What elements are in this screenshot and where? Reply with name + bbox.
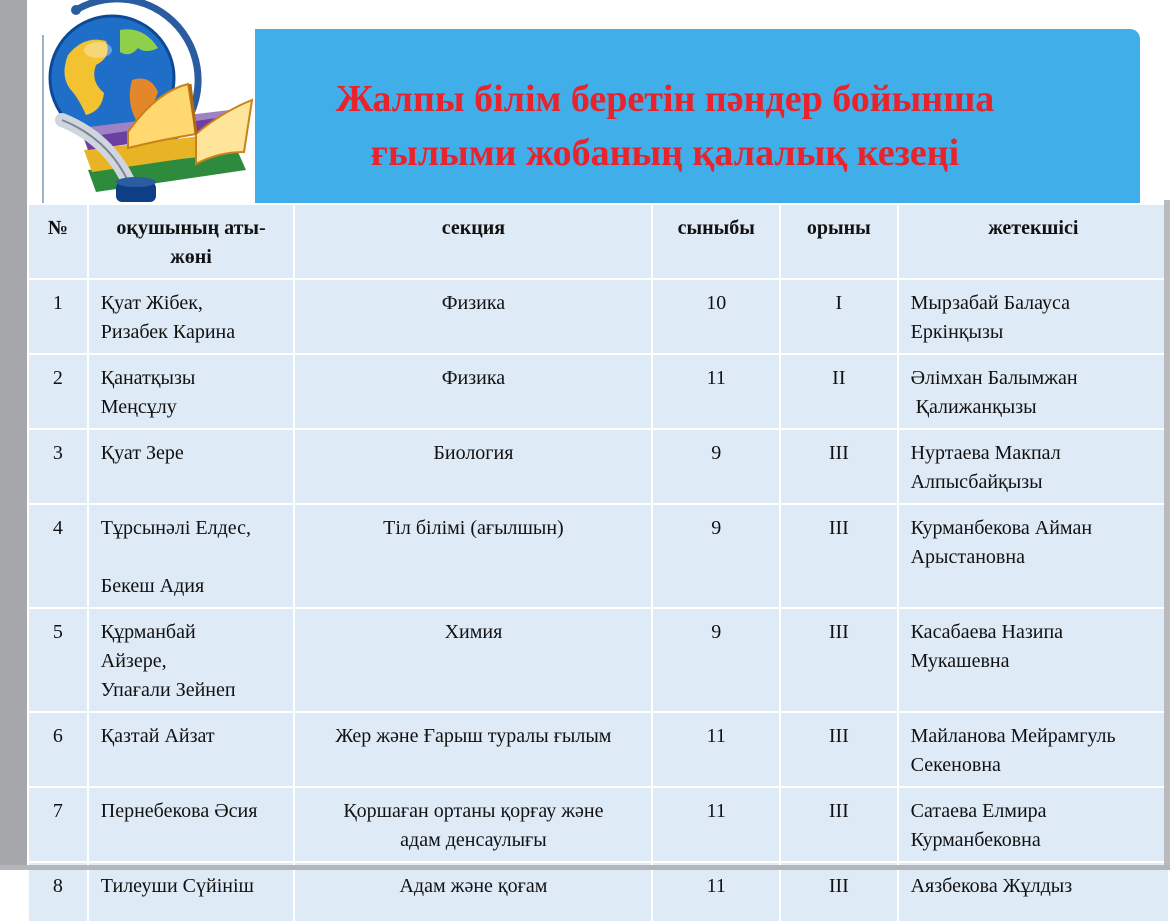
student-name-line: [101, 543, 282, 572]
globe-books-quill-icon: [40, 0, 255, 205]
table-row: [28, 354, 1169, 429]
row-number: 3: [28, 429, 88, 504]
student-name: [88, 354, 295, 429]
section-name: [294, 787, 652, 862]
student-name-line: Қанатқызы: [100, 367, 196, 389]
section-name: [294, 429, 652, 504]
supervisor-name: [898, 608, 1169, 712]
table-row: [28, 712, 1169, 787]
header-place: орыны: [780, 204, 898, 279]
section-name: [294, 862, 652, 922]
supervisor-name: [898, 504, 1169, 608]
supervisor-name-line: Сатаева Елмира: [910, 800, 1047, 822]
student-name-line: Қуат Жібек,: [100, 292, 203, 314]
student-name-line: Ризабек Карина: [100, 321, 236, 343]
table-row: [28, 608, 1169, 712]
table-header-row: [28, 204, 1169, 279]
supervisor-name: [898, 862, 1169, 922]
section-name-line: Биология: [433, 442, 514, 464]
student-name: [88, 429, 295, 504]
place-cell: III: [780, 504, 898, 608]
place-cell: II: [780, 354, 898, 429]
table-row: [28, 787, 1169, 862]
student-name: [88, 787, 295, 862]
table-row: [28, 279, 1169, 354]
table-row: [28, 862, 1169, 922]
row-number: 1: [28, 279, 88, 354]
section-name-line: Адам және қоғам: [399, 875, 548, 897]
student-name-line: Бекеш Адия: [100, 575, 205, 597]
slide-bottom-border: [0, 865, 1170, 870]
section-name-line: Химия: [444, 621, 503, 643]
section-name: [294, 712, 652, 787]
student-name: [88, 279, 295, 354]
place-cell: I: [780, 279, 898, 354]
grade-cell: 10: [652, 279, 780, 354]
supervisor-name: [898, 354, 1169, 429]
title-line-1: Жалпы білім беретін пәндер бойынша: [335, 78, 995, 120]
section-name-line: адам денсаулығы: [400, 829, 547, 851]
student-name: [88, 608, 295, 712]
header-student-line-1: оқушының аты-: [116, 217, 266, 239]
student-name-line: Қазтай Айзат: [100, 725, 215, 747]
section-name-line: Қоршаған ортаны қорғау және: [343, 800, 604, 822]
supervisor-name-line: Мырзабай Балауса: [910, 292, 1070, 314]
supervisor-name-line: Майланова Мейрамгуль: [910, 725, 1116, 747]
place-cell: III: [780, 712, 898, 787]
supervisor-name-line: Курманбекова Айман: [910, 517, 1093, 539]
supervisor-name-line: Касабаева Назипа: [910, 621, 1064, 643]
place-cell: III: [780, 787, 898, 862]
header-supervisor: жетекшісі: [898, 204, 1169, 279]
student-name: [88, 862, 295, 922]
supervisor-name-line: Арыстановна: [910, 546, 1025, 568]
grade-cell: 11: [652, 862, 780, 922]
supervisor-name-line: Еркінқызы: [910, 321, 1004, 343]
supervisor-name-line: Алпысбайқызы: [910, 471, 1043, 493]
student-name-line: Пернебекова Әсия: [100, 800, 258, 822]
grade-cell: 11: [652, 354, 780, 429]
place-cell: III: [780, 608, 898, 712]
student-name: [88, 504, 295, 608]
grade-cell: 11: [652, 787, 780, 862]
student-name: [88, 712, 295, 787]
header-section: секция: [294, 204, 652, 279]
place-cell: III: [780, 429, 898, 504]
table-body: [28, 279, 1169, 922]
header-student-line-2: жөні: [170, 246, 212, 268]
student-name-line: Құрманбай: [100, 621, 196, 643]
header-number: №: [28, 204, 88, 279]
supervisor-name-line: Әлімхан Балымжан: [910, 367, 1078, 389]
section-name: [294, 279, 652, 354]
header-grade: сыныбы: [652, 204, 780, 279]
row-number: 4: [28, 504, 88, 608]
student-name-line: Упағали Зейнеп: [100, 679, 236, 701]
grade-cell: 9: [652, 608, 780, 712]
section-name-line: Физика: [441, 367, 506, 389]
student-name-line: Тилеуши Сүйініш: [100, 875, 254, 897]
row-number: 8: [28, 862, 88, 922]
section-name: [294, 608, 652, 712]
table-row: [28, 429, 1169, 504]
row-number: 2: [28, 354, 88, 429]
row-number: 5: [28, 608, 88, 712]
supervisor-name: [898, 712, 1169, 787]
results-sheet: [27, 203, 1170, 897]
row-number: 6: [28, 712, 88, 787]
supervisor-name-line: Нуртаева Макпал: [910, 442, 1061, 464]
supervisor-name-line: Секеновна: [910, 754, 1001, 776]
supervisor-name-line: Мукашевна: [910, 650, 1010, 672]
results-table: [27, 203, 1170, 923]
student-name-line: Қуат Зере: [100, 442, 184, 464]
supervisor-name-line: Курманбековна: [910, 829, 1041, 851]
slide-title: [240, 72, 1090, 180]
section-name-line: Физика: [441, 292, 506, 314]
header-student-name: [88, 204, 295, 279]
slide-right-border: [1164, 200, 1170, 870]
grade-cell: 9: [652, 504, 780, 608]
section-name: [294, 354, 652, 429]
supervisor-name: [898, 279, 1169, 354]
section-name-line: Тіл білімі (ағылшын): [383, 517, 564, 539]
section-name: [294, 504, 652, 608]
supervisor-name-line: Аязбекова Жұлдыз: [910, 875, 1073, 897]
place-cell: III: [780, 862, 898, 922]
student-name-line: Тұрсынәлі Елдес,: [100, 517, 252, 539]
row-number: 7: [28, 787, 88, 862]
student-name-line: Айзере,: [100, 650, 167, 672]
supervisor-name: [898, 787, 1169, 862]
slide-left-border: [0, 0, 27, 870]
title-line-2: ғылыми жобаның қалалық кезеңі: [370, 132, 960, 174]
supervisor-name-line: Қалижанқызы: [910, 396, 1037, 418]
section-name-line: Жер және Ғарыш туралы ғылым: [335, 725, 612, 747]
grade-cell: 11: [652, 712, 780, 787]
student-name-line: Меңсұлу: [100, 396, 177, 418]
table-row: [28, 504, 1169, 608]
grade-cell: 9: [652, 429, 780, 504]
supervisor-name: [898, 429, 1169, 504]
